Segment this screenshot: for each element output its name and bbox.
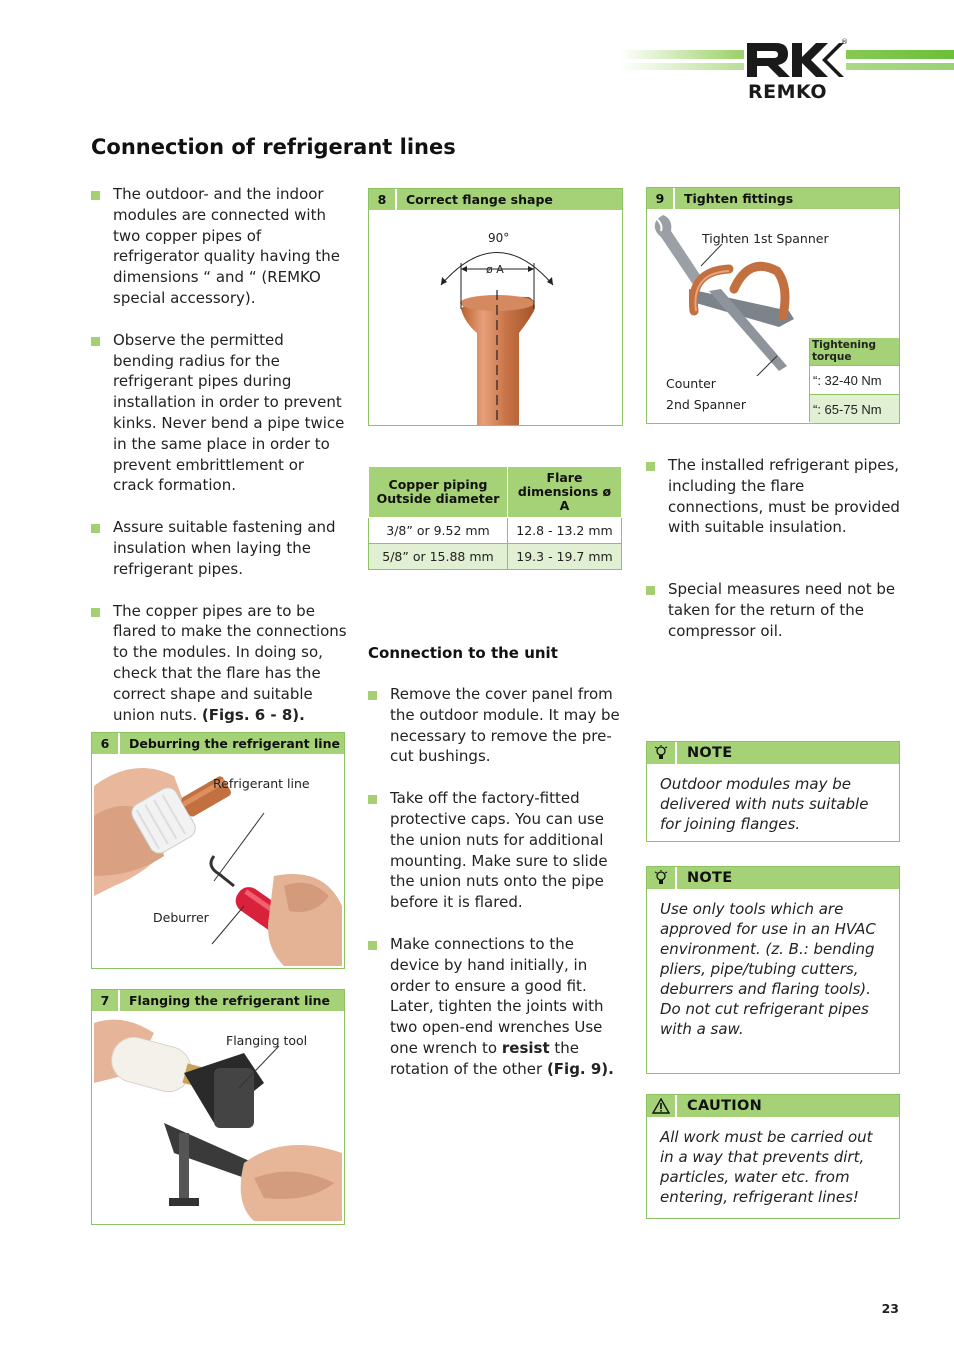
caution-header bbox=[647, 1095, 899, 1117]
torque-row: “: 65-75 Nm bbox=[810, 394, 899, 423]
figure-6-title: Deburring the refrigerant line bbox=[129, 736, 340, 751]
middle-column bbox=[368, 684, 624, 1080]
figure-7-header bbox=[92, 990, 344, 1011]
angle-label: 90° bbox=[488, 231, 510, 245]
figure-6-header bbox=[92, 733, 344, 754]
bullet-make-connections-text-2: the rotation of the other bbox=[390, 1038, 580, 1078]
bullet-make-connections-ref: (Fig. 9). bbox=[546, 1059, 614, 1078]
brand-logo bbox=[744, 40, 846, 102]
table-row bbox=[369, 518, 622, 544]
diameter-label: ø A bbox=[486, 263, 504, 276]
left-column bbox=[91, 184, 347, 725]
torque-header: Tightening torque bbox=[810, 338, 899, 365]
label-refrigerant-line: Refrigerant line bbox=[213, 776, 310, 791]
table-cell: 3/8” or 9.52 mm bbox=[369, 518, 508, 544]
figure-7 bbox=[91, 989, 345, 1225]
note-box-2 bbox=[646, 866, 900, 1074]
bullet-remove-cover: Remove the cover panel from the outdoor module. It may be necessary to remove the pre-cut bushings. bbox=[368, 684, 624, 767]
lightbulb-icon bbox=[647, 867, 677, 889]
bullet-flaring bbox=[91, 601, 347, 726]
bullet-flaring-text: The copper pipes are to be flared to make the connections to the modules. In doing so, check that the flare has the correct shape and suitable union nuts. bbox=[113, 601, 347, 724]
figure-8-number: 8 bbox=[369, 189, 397, 210]
lightbulb-icon bbox=[647, 742, 677, 764]
subhead-connection-to-unit: Connection to the unit bbox=[368, 644, 558, 662]
label-flanging-tool: Flanging tool bbox=[226, 1033, 308, 1048]
figure-7-number: 7 bbox=[92, 990, 120, 1011]
note-2-body: Use only tools which are approved for use in an HVAC environment. (z. B.: bending pliers, pipe/tubing cutters, deburrers and flaring tools). Do not cut refrigerant pipes with a saw. bbox=[660, 900, 876, 1038]
bullet-flaring-ref: (Figs. 6 - 8). bbox=[201, 705, 305, 724]
caution-body: All work must be carried out in a way that prevents dirt, particles, water etc. from entering, refrigerant lines! bbox=[660, 1128, 873, 1206]
bullet-bending-radius: Observe the permitted bending radius for the refrigerant pipes during installation in order to prevent kinks. Never bend a pipe twice in the same place in order to prevent embrittlement or crack formation. bbox=[91, 330, 347, 496]
header-line: Flare bbox=[546, 470, 583, 485]
figure-9-header bbox=[647, 188, 899, 209]
warning-triangle-icon bbox=[647, 1095, 677, 1117]
note-box-1 bbox=[646, 741, 900, 842]
figure-9-title: Tighten fittings bbox=[684, 191, 794, 206]
label-second-spanner: 2nd Spanner bbox=[666, 397, 746, 412]
logo-text: REMKO bbox=[748, 81, 828, 103]
bullet-make-connections bbox=[368, 934, 624, 1080]
page-number: 23 bbox=[881, 1301, 899, 1316]
note-1-header bbox=[647, 742, 899, 764]
torque-box bbox=[809, 338, 899, 422]
registered-mark: ® bbox=[841, 38, 848, 46]
table-header-outside-diameter bbox=[369, 467, 508, 518]
note-2-title: NOTE bbox=[687, 870, 733, 886]
table-cell: 12.8 - 13.2 mm bbox=[508, 518, 622, 544]
flare-dimension-table bbox=[368, 466, 622, 570]
bullet-fastening: Assure suitable fastening and insulation when laying the refrigerant pipes. bbox=[91, 517, 347, 579]
label-tighten-first-spanner: Tighten 1st Spanner bbox=[702, 231, 829, 246]
note-1-title: NOTE bbox=[687, 745, 733, 761]
remko-logo-mark bbox=[744, 40, 846, 80]
note-1-body: Outdoor modules may be delivered with nuts suitable for joining flanges. bbox=[660, 775, 869, 833]
note-2-header bbox=[647, 867, 899, 889]
figure-9 bbox=[646, 187, 900, 424]
table-header-flare-dimensions bbox=[508, 467, 622, 518]
table-row bbox=[369, 544, 622, 570]
table-header-row bbox=[369, 467, 622, 518]
caution-box bbox=[646, 1094, 900, 1219]
bullet-insulation: The installed refrigerant pipes, including the flare connections, must be provided with suitable insulation. bbox=[646, 455, 900, 538]
page-title: Connection of refrigerant lines bbox=[91, 135, 456, 159]
bullet-pipe-dimensions: The outdoor- and the indoor modules are connected with two copper pipes of refrigerator quality having the dimensions “ and “ (REMKO special accessory). bbox=[91, 184, 347, 309]
torque-row: “: 32-40 Nm bbox=[810, 365, 899, 394]
header-line: Outside diameter bbox=[376, 491, 500, 506]
bullet-protective-caps: Take off the factory-fitted protective caps. You can use the union nuts for additional mounting. Make sure to slide the union nuts onto the pipe before it is flared. bbox=[368, 788, 624, 913]
figure-9-number: 9 bbox=[647, 188, 675, 209]
figure-7-title: Flanging the refrigerant line bbox=[129, 993, 331, 1008]
label-deburrer: Deburrer bbox=[153, 910, 209, 925]
figure-6-number: 6 bbox=[92, 733, 120, 754]
bullet-compressor-oil: Special measures need not be taken for the return of the compressor oil. bbox=[646, 579, 900, 641]
flange-shape-diagram bbox=[419, 225, 579, 425]
bullet-make-connections-text: Make connections to the device by hand initially, in order to ensure a good fit. Later, tighten the joints with two open-end wrenches Use one wrench to bbox=[390, 934, 604, 1057]
figure-8-header bbox=[369, 189, 622, 210]
table-cell: 19.3 - 19.7 mm bbox=[508, 544, 622, 570]
figure-8-title: Correct flange shape bbox=[406, 192, 553, 207]
header-line: dimensions ø A bbox=[517, 484, 612, 513]
header-line: Copper piping bbox=[388, 477, 488, 492]
figure-8 bbox=[368, 188, 623, 426]
bullet-resist-word: resist bbox=[501, 1038, 550, 1057]
figure-6 bbox=[91, 732, 345, 969]
caution-title: CAUTION bbox=[687, 1098, 763, 1114]
label-counter: Counter bbox=[666, 376, 716, 391]
table-cell: 5/8” or 15.88 mm bbox=[369, 544, 508, 570]
right-column bbox=[646, 455, 900, 642]
